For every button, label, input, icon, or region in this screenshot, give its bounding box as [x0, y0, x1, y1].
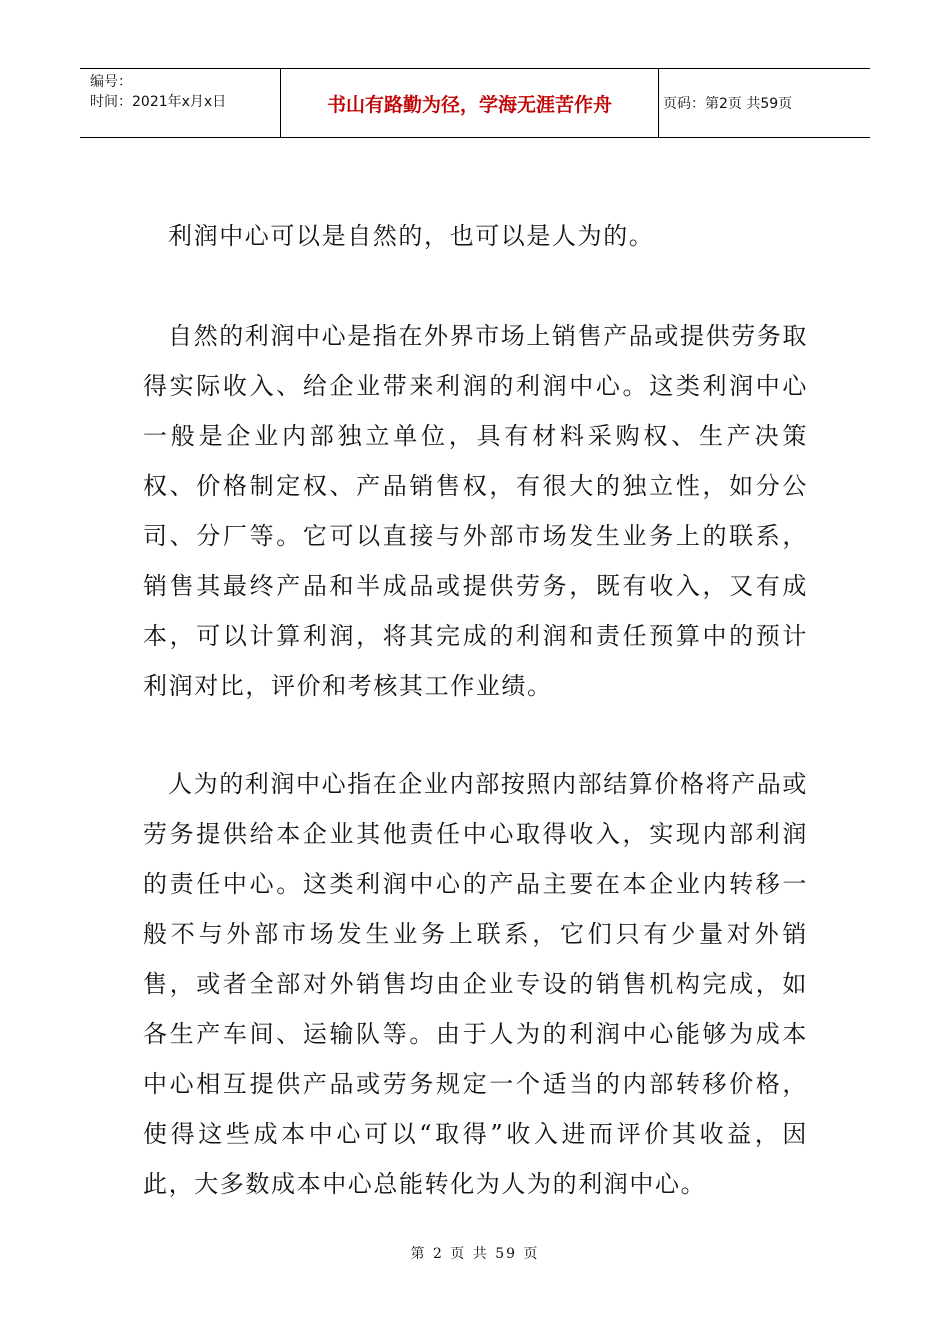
- body-paragraph: 人为的利润中心指在企业内部按照内部结算价格将产品或劳务提供给本企业其他责任中心取得收入，实现内部利润的责任中心。这类利润中心的产品主要在本企业内转移一般不与外部市场发生业务上联系，它们只有少量对外销售，或者全部对外销售均由企业专设的销售机构完成，如各生产车间、运输队等。由于人为的利润中心能够为成本中心相互提供产品或劳务规定一个适当的内部转移价格，使得这些成本中心可以“取得”收入进而评价其收益，因此，大多数成本中心总能转化为人为的利润中心。: [143, 770, 808, 1198]
- page-footer: 第 2 页 共 59 页: [410, 1246, 540, 1262]
- body-paragraph-1-block: [143, 211, 808, 261]
- serial-number-label: 编号：: [90, 74, 132, 90]
- header-meta-cell: [80, 69, 281, 137]
- body-paragraph-2-block: [143, 311, 808, 711]
- body-paragraph-3-block: [143, 759, 808, 1209]
- document-header: [80, 68, 870, 138]
- header-page-info: 页码：第2页 共59页: [663, 96, 793, 112]
- body-paragraph: 自然的利润中心是指在外界市场上销售产品或提供劳务取得实际收入、给企业带来利润的利润中心。这类利润中心一般是企业内部独立单位，具有材料采购权、生产决策权、价格制定权、产品销售权，有很大的独立性，如分公司、分厂等。它可以直接与外部市场发生业务上的联系，销售其最终产品和半成品或提供劳务，既有收入，又有成本，可以计算利润，将其完成的利润和责任预算中的预计利润对比，评价和考核其工作业绩。: [143, 322, 808, 700]
- date-label: 时间：2021年x月x日: [90, 94, 227, 110]
- body-paragraph: 利润中心可以是自然的，也可以是人为的。: [168, 222, 655, 250]
- header-motto: 书山有路勤为径，学海无涯苦作舟: [281, 69, 659, 137]
